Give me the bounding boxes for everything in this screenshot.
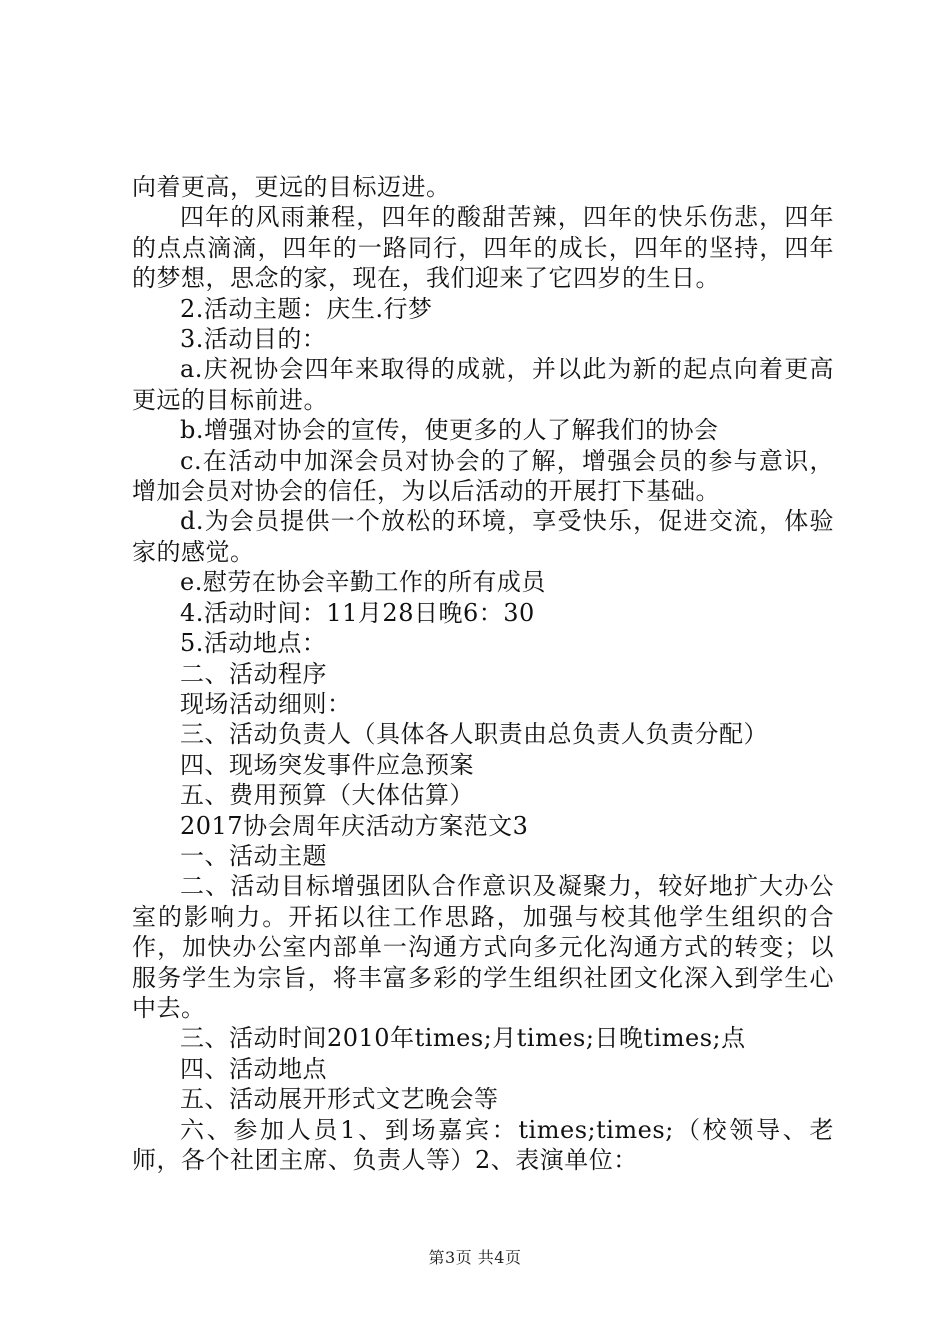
paragraph: 三、活动时间2010年times;月times;日晚times;点 [180,1024,746,1053]
paragraph: 四、活动地点 [180,1054,327,1083]
paragraph: 三、活动负责人（具体各人职责由总负责人负责分配） [180,720,768,749]
paragraph: 向着更高，更远的目标迈进。 [132,173,451,201]
paragraph: 二、活动程序 [180,659,327,688]
paragraph: 5.活动地点： [180,629,327,658]
page-number-footer: 第3页 共4页 [428,1248,522,1267]
paragraph: 3.活动目的： [180,325,327,354]
paragraph: 六、参加人员1、到场嘉宾：times;times;（校领导、老师，各个社团主席、负责人等）2、表演单位： [132,1115,834,1174]
paragraph: 五、活动展开形式文艺晚会等 [180,1085,499,1114]
paragraph: d.为会员提供一个放松的环境，享受快乐，促进交流，体验家的感觉。 [132,507,834,566]
paragraph: 四、现场突发事件应急预案 [180,750,474,779]
paragraph: 2017协会周年庆活动方案范文3 [180,811,529,840]
paragraph: a.庆祝协会四年来取得的成就，并以此为新的起点向着更高更远的目标前进。 [132,355,834,414]
paragraph: 四年的风雨兼程，四年的酸甜苦辣，四年的快乐伤悲，四年的点点滴滴，四年的一路同行，四年的成长，四年的坚持，四年的梦想，思念的家，现在，我们迎来了它四岁的生日。 [132,203,834,293]
paragraph: 一、活动主题 [180,841,327,870]
paragraph: 4.活动时间：11月28日晚6：30 [180,598,535,627]
paragraph: b.增强对协会的宣传，使更多的人了解我们的协会 [180,416,719,445]
paragraph: 二、活动目标增强团队合作意识及凝聚力，较好地扩大办公室的影响力。开拓以往工作思路，加强与校其他学生组织的合作，加快办公室内部单一沟通方式向多元化沟通方式的转变；以服务学生为宗旨，将丰富多彩的学生组织社团文化深入到学生心中去。 [132,872,834,1022]
paragraph: c.在活动中加深会员对协会的了解，增强会员的参与意识，增加会员对协会的信任，为以后活动的开展打下基础。 [132,446,834,506]
paragraph: 五、费用预算（大体估算） [180,781,474,810]
document-body [132,172,834,1175]
paragraph: 现场活动细则： [180,689,352,718]
paragraph: e.慰劳在协会辛勤工作的所有成员 [180,568,546,597]
paragraph: 2.活动主题：庆生.行梦 [180,294,433,323]
